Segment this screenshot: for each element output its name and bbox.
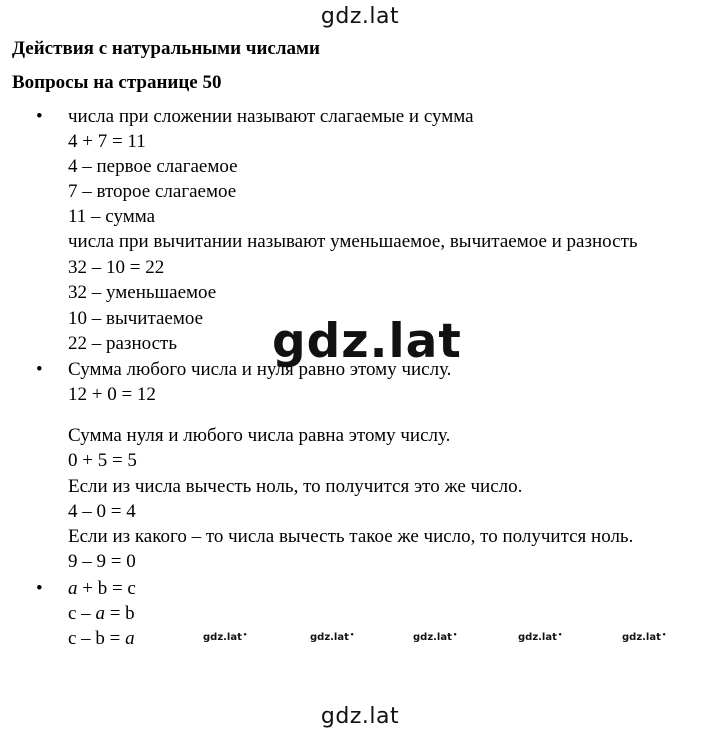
equation-line: 4 – 0 = 4 <box>68 501 136 522</box>
variable-a: a <box>68 578 78 599</box>
bullet-1: • <box>36 106 43 127</box>
text-line: 7 – второе слагаемое <box>68 181 237 202</box>
text-line: Если из какого – то числа вычесть такое же число, то получится ноль. <box>68 526 634 547</box>
formula-text: c – <box>68 603 96 624</box>
formula-text: c – b = <box>68 628 126 649</box>
equation-line: 32 – 10 = 22 <box>68 257 165 278</box>
equation-line: 0 + 5 = 5 <box>68 450 137 471</box>
watermark-small: gdz.lat • <box>622 631 666 643</box>
variable-a: a <box>95 603 105 624</box>
watermark-small: gdz.lat • <box>203 631 247 643</box>
watermark-small: gdz.lat • <box>518 631 562 643</box>
watermark-top: gdz.lat <box>320 4 400 29</box>
text-line: числа при сложении называют слагаемые и сумма <box>68 106 474 127</box>
formula-line <box>68 601 135 626</box>
text-line: 4 – первое слагаемое <box>68 156 238 177</box>
text-line: Сумма любого числа и нуля равно этому числу. <box>68 359 452 380</box>
watermark-small: gdz.lat • <box>310 631 354 643</box>
text-line: 32 – уменьшаемое <box>68 282 217 303</box>
text-line: 11 – сумма <box>68 206 156 227</box>
formula-line <box>68 576 136 601</box>
equation-line: 12 + 0 = 12 <box>68 384 156 405</box>
equation-line: 4 + 7 = 11 <box>68 131 146 152</box>
text-line: 10 – вычитаемое <box>68 308 204 329</box>
formula-text: + b = c <box>77 578 136 599</box>
text-line: 22 – разность <box>68 333 177 354</box>
bullet-2: • <box>36 359 43 380</box>
page-title: Действия с натуральными числами <box>12 38 320 59</box>
watermark-small: gdz.lat • <box>413 631 457 643</box>
text-line: числа при вычитании называют уменьшаемое, вычитаемое и разность <box>68 231 638 252</box>
watermark-bottom: gdz.lat <box>320 704 400 729</box>
page-subtitle: Вопросы на странице 50 <box>12 72 222 93</box>
formula-line <box>68 626 135 651</box>
text-line: Если из числа вычесть ноль, то получится это же число. <box>68 476 523 497</box>
watermark-center: gdz.lat <box>272 314 462 369</box>
bullet-3: • <box>36 578 43 599</box>
equation-line: 9 – 9 = 0 <box>68 551 136 572</box>
variable-a: a <box>125 628 135 649</box>
formula-text: = b <box>104 603 135 624</box>
text-line: Сумма нуля и любого числа равна этому числу. <box>68 425 451 446</box>
